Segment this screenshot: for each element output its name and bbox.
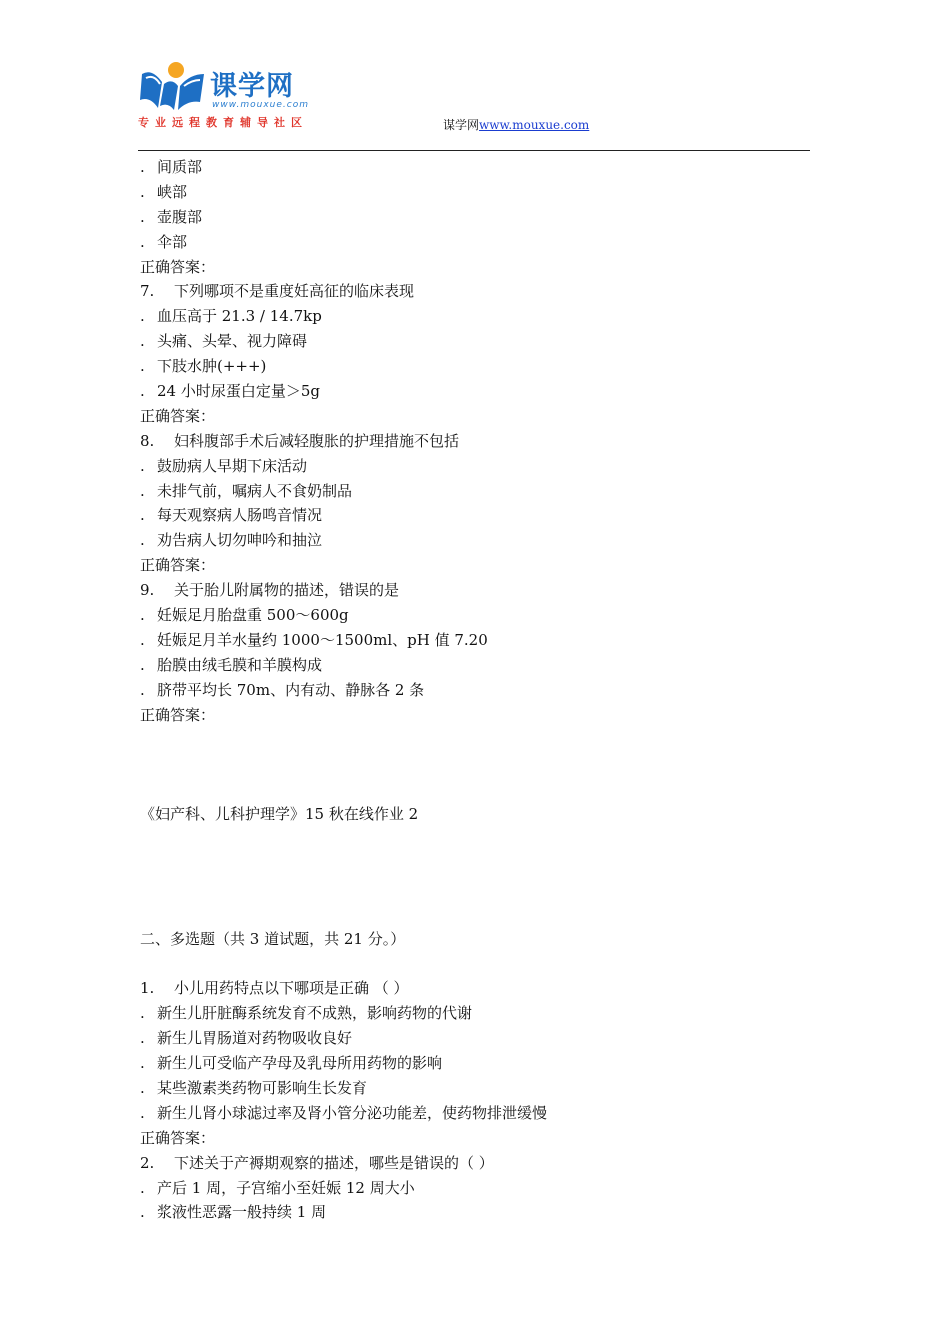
option-line: . 未排气前，嘱病人不食奶制品	[140, 481, 353, 500]
option-line: . 24 小时尿蛋白定量＞5g	[140, 382, 321, 401]
question-line: 2. 下述关于产褥期观察的描述，哪些是错误的（ ）	[140, 1153, 494, 1172]
header-site-label: 谋学网	[443, 118, 480, 132]
option-line: . 下肢水肿(+++)	[140, 357, 267, 376]
section-title: 二、多选题（共 3 道试题，共 21 分。）	[140, 929, 406, 948]
option-line: . 壶腹部	[140, 207, 203, 226]
document-body	[140, 155, 820, 1225]
option-line: . 妊娠足月羊水量约 1000～1500ml、pH 值 7.20	[140, 630, 488, 649]
logo-book-icon	[138, 60, 210, 112]
option-line: . 伞部	[140, 232, 188, 251]
course-title: 《妇产科、儿科护理学》15 秋在线作业 2	[140, 805, 419, 824]
option-line: . 新生儿胃肠道对药物吸收良好	[140, 1029, 353, 1048]
option-line: . 血压高于 21.3 / 14.7kp	[140, 307, 322, 326]
question-line: 8. 妇科腹部手术后减轻腹胀的护理措施不包括	[140, 431, 460, 450]
answer-label: 正确答案：	[140, 556, 216, 575]
site-logo	[138, 60, 338, 132]
question-line: 9. 关于胎儿附属物的描述，错误的是	[140, 581, 400, 600]
logo-url: www.mouxue.com	[212, 100, 309, 110]
option-line: . 间质部	[140, 158, 203, 176]
question-line: 1. 小儿用药特点以下哪项是正确 （ ）	[140, 979, 409, 998]
header-site-text	[443, 116, 589, 133]
page-header	[0, 0, 950, 152]
answer-label: 正确答案：	[140, 705, 216, 724]
option-line: . 头痛、头晕、视力障碍	[140, 332, 308, 351]
question-line: 7. 下列哪项不是重度妊高征的临床表现	[140, 282, 415, 301]
option-line: . 新生儿可受临产孕母及乳母所用药物的影响	[140, 1054, 443, 1073]
answer-label: 正确答案：	[140, 1128, 216, 1147]
option-line: . 新生儿肝脏酶系统发育不成熟，影响药物的代谢	[140, 1004, 473, 1023]
option-line: . 浆液性恶露一般持续 1 周	[140, 1203, 327, 1222]
answer-label: 正确答案：	[140, 406, 216, 425]
option-line: . 胎膜由绒毛膜和羊膜构成	[140, 655, 323, 674]
logo-slogan: 专业远程教育辅导社区	[138, 116, 308, 129]
option-line: . 产后 1 周，子宫缩小至妊娠 12 周大小	[140, 1178, 415, 1197]
logo-title: 课学网	[210, 71, 294, 102]
option-line: . 每天观察病人肠鸣音情况	[140, 506, 323, 525]
option-line: . 妊娠足月胎盘重 500～600g	[140, 606, 349, 625]
answer-label: 正确答案：	[140, 257, 216, 276]
option-line: . 峡部	[140, 182, 188, 201]
option-line: . 新生儿肾小球滤过率及肾小管分泌功能差，使药物排泄缓慢	[140, 1103, 548, 1122]
header-rule	[138, 150, 810, 151]
option-line: . 脐带平均长 70m、内有动、静脉各 2 条	[140, 680, 425, 699]
header-site-link[interactable]: www.mouxue.com	[479, 118, 590, 132]
option-line: . 鼓励病人早期下床活动	[140, 456, 308, 475]
option-line: . 劝告病人切勿呻吟和抽泣	[140, 531, 323, 550]
option-line: . 某些激素类药物可影响生长发育	[140, 1079, 368, 1097]
